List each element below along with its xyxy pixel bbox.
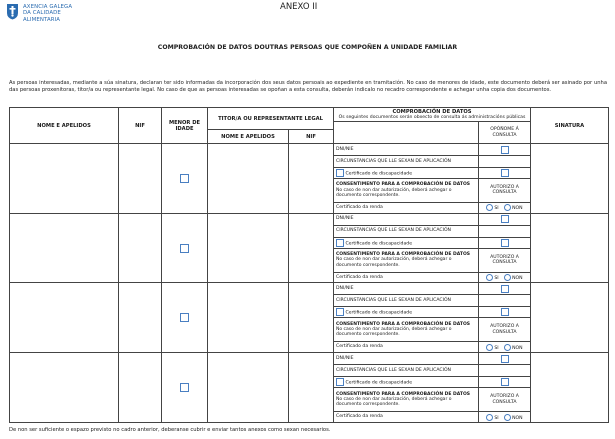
dni-oponome-cell [479,144,531,156]
autorizo-label: AUTORIZO A CONSULTA [479,318,531,342]
circunstancias-label: CIRCUNSTANCIAS QUE LLE SEXAN DE APLICACIÓN [334,156,479,168]
dni-oponome-cell [479,353,531,365]
sinatura-cell[interactable] [531,353,609,423]
renda-non-label: NON [512,276,523,281]
circunstancias-label: CIRCUNSTANCIAS QUE LLE SEXAN DE APLICACIÓN [334,295,479,307]
renda-non-radio[interactable] [504,344,511,351]
renda-non-radio[interactable] [504,204,511,211]
discapacidade-oponome-checkbox[interactable] [501,308,509,316]
titor-nome-cell[interactable] [208,283,289,353]
menor-checkbox-cell [162,213,208,283]
titor-nif-cell[interactable] [289,353,334,423]
renda-non-label: NON [512,206,523,212]
header-doc-blank [334,122,479,144]
circunstancias-blank [479,365,531,377]
renda-si-label: SI [494,415,499,421]
renda-si-radio[interactable] [486,204,493,211]
header-nif: NIF [119,108,162,144]
consentimento-text: No caso de non dar autorización, deberá achegar o documento correspondente. [336,396,452,408]
consentimento-title: CONSENTIMENTO PARA A COMPROBACIÓN DE DATOS [336,391,471,397]
sinatura-cell[interactable] [531,283,609,353]
menor-checkbox-cell [162,353,208,423]
discapacidade-checkbox[interactable] [336,378,344,386]
autorizo-label: AUTORIZO A CONSULTA [479,248,531,272]
discapacidade-row [334,377,479,388]
discapacidade-checkbox[interactable] [336,308,344,316]
discapacidade-row [334,307,479,318]
header-titor-nif: NIF [289,130,334,144]
consentimento-title: CONSENTIMENTO PARA A COMPROBACIÓN DE DATOS [336,252,471,258]
discapacidade-label: Certificado de discapacidade [345,310,413,316]
menor-checkbox-cell [162,283,208,353]
logo-line-1: AXENCIA GALEGA [23,4,73,10]
renda-options [479,272,531,283]
renda-non-label: NON [512,415,523,421]
discapacidade-oponome-cell [479,307,531,318]
header-menor: MENOR DE IDADE [162,108,208,144]
consentimento-cell [334,388,479,412]
renda-si-radio[interactable] [486,344,493,351]
consentimento-text: No caso de non dar autorización, deberá achegar o documento correspondente. [336,327,452,338]
consentimento-text: No caso de non dar autorización, deberá achegar o documento correspondente. [336,187,452,199]
renda-si-label: SI [494,276,499,281]
renda-label: Certificado da renda [334,412,479,423]
header-comprobacion-title: COMPROBACIÓN DE DATOS [392,108,472,115]
agency-logo [6,3,86,31]
dni-label: DNI/NIE [334,144,479,156]
discapacidade-checkbox[interactable] [336,169,344,177]
header-nome: NOME E APELIDOS [10,108,119,144]
menor-checkbox[interactable] [180,313,189,322]
logo-line-3: ALIMENTARIA [23,16,61,23]
circunstancias-blank [479,156,531,168]
dni-oponome-cell [479,213,531,225]
renda-options [479,342,531,353]
person-nome-cell[interactable] [10,353,119,423]
person-nome-cell[interactable] [10,213,119,283]
renda-si-label: SI [494,345,499,351]
dni-oponome-checkbox[interactable] [501,215,509,223]
sinatura-cell[interactable] [531,213,609,283]
dni-label: DNI/NIE [334,213,479,225]
footnote: De non ser suficiente o espazo previsto no cadro anterior, deberanse cubrir e enviar tantos anexos como sexan necesarios. [9,427,331,433]
discapacidade-label: Certificado de discapacidade [345,380,413,386]
sinatura-cell[interactable] [531,144,609,214]
discapacidade-row [334,237,479,248]
person-nif-cell[interactable] [119,283,162,353]
discapacidade-oponome-cell [479,168,531,179]
person-nome-cell[interactable] [10,283,119,353]
titor-nif-cell[interactable] [289,144,334,214]
discapacidade-label: Certificado de discapacidade [345,171,413,177]
discapacidade-checkbox[interactable] [336,239,344,247]
discapacidade-oponome-checkbox[interactable] [501,378,509,386]
renda-si-label: SI [494,206,499,212]
header-comprobacion-sub: Os seguintes documentos serán obxecto de consulta ás administracións públicas [338,114,526,120]
circunstancias-label: CIRCUNSTANCIAS QUE LLE SEXAN DE APLICACIÓN [334,225,479,237]
intro-paragraph: As persoas interesadas, mediante a súa sinatura, declaran ter sido informadas da incorporación dos seus datos persoais ao expediente en tramitación. No caso de menores de idade, este documento deberá ser asinado por unha das persoas proxenitoras, titor/a ou representante legal. No caso de que as persoas interesadas se opoñan a esta consulta, deberán indicalo no recadro correspondente e achegar unha copia dos documentos. [9,80,607,94]
person-nif-cell[interactable] [119,213,162,283]
consentimento-title: CONSENTIMENTO PARA A COMPROBACIÓN DE DATOS [336,321,471,327]
titor-nif-cell[interactable] [289,283,334,353]
consentimento-cell [334,248,479,272]
renda-options [479,202,531,213]
dni-oponome-checkbox[interactable] [501,355,509,363]
autorizo-label: AUTORIZO A CONSULTA [479,388,531,412]
renda-options [479,412,531,423]
family-data-table [9,107,609,423]
circunstancias-blank [479,225,531,237]
consentimento-cell [334,318,479,342]
consentimento-text: No caso de non dar autorización, deberá achegar o documento correspondente. [336,257,452,268]
person-nome-cell[interactable] [10,144,119,214]
dni-oponome-checkbox[interactable] [501,146,509,154]
dni-oponome-cell [479,283,531,295]
discapacidade-oponome-checkbox[interactable] [501,169,509,177]
discapacidade-row [334,168,479,179]
consentimento-cell [334,178,479,202]
header-comprobacion [334,108,531,122]
autorizo-label: AUTORIZO A CONSULTA [479,178,531,202]
renda-non-radio[interactable] [504,274,511,281]
circunstancias-label: CIRCUNSTANCIAS QUE LLE SEXAN DE APLICACIÓN [334,365,479,377]
page-title: COMPROBACIÓN DE DATOS DOUTRAS PERSOAS QUE COMPOÑEN A UNIDADE FAMILIAR [157,44,458,51]
titor-nome-cell[interactable] [208,353,289,423]
renda-si-radio[interactable] [486,274,493,281]
renda-label: Certificado da renda [334,272,479,283]
annex-label: ANEXO II [280,2,318,12]
header-titor-nome: NOME E APELIDOS [208,130,289,144]
header-oponome: OPÓÑOME Á CONSULTA [479,122,531,144]
renda-label: Certificado da renda [334,342,479,353]
header-titor: TITOR/A OU REPRESENTANTE LEGAL [208,108,334,130]
renda-non-radio[interactable] [504,414,511,421]
titor-nome-cell[interactable] [208,213,289,283]
discapacidade-oponome-cell [479,237,531,248]
person-nif-cell[interactable] [119,353,162,423]
renda-label: Certificado da renda [334,202,479,213]
dni-label: DNI/NIE [334,353,479,365]
discapacidade-label: Certificado de discapacidade [345,241,413,247]
person-nif-cell[interactable] [119,144,162,214]
galicia-coat-of-arms-icon [6,3,19,20]
dni-label: DNI/NIE [334,283,479,295]
renda-non-label: NON [512,345,523,351]
menor-checkbox[interactable] [180,244,189,253]
titor-nome-cell[interactable] [208,144,289,214]
renda-si-radio[interactable] [486,414,493,421]
menor-checkbox-cell [162,144,208,214]
discapacidade-oponome-cell [479,377,531,388]
menor-checkbox[interactable] [180,174,189,183]
titor-nif-cell[interactable] [289,213,334,283]
discapacidade-oponome-checkbox[interactable] [501,239,509,247]
circunstancias-blank [479,295,531,307]
menor-checkbox[interactable] [180,383,189,392]
logo-line-2: DA CALIDADE [23,10,61,17]
header-sinatura: SINATURA [531,108,609,144]
consentimento-title: CONSENTIMENTO PARA A COMPROBACIÓN DE DATOS [336,182,471,188]
dni-oponome-checkbox[interactable] [501,285,509,293]
